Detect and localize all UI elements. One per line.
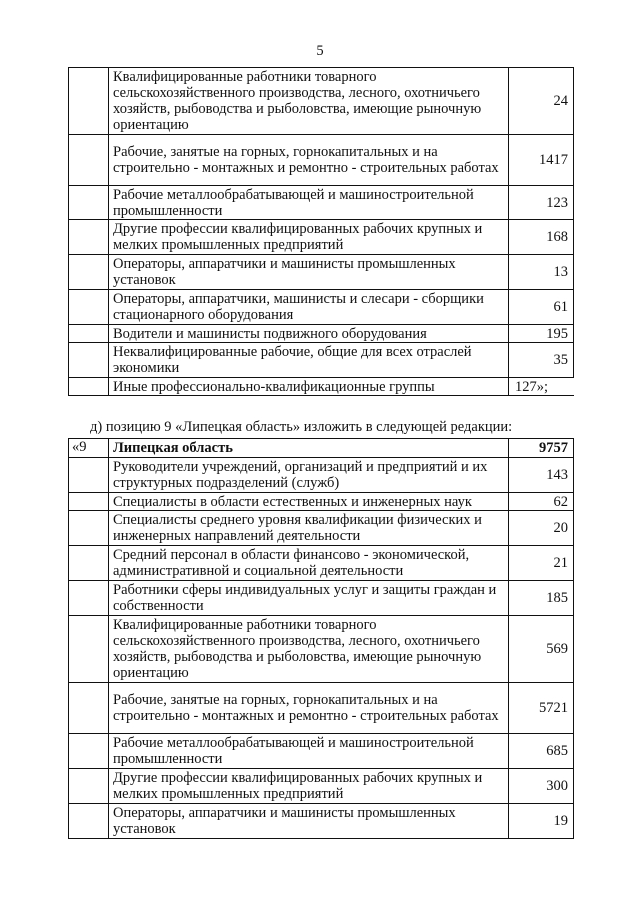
table-row: [69, 290, 574, 325]
row-label: Специалисты среднего уровня квалификации физических и инженерных направлений деятельности: [109, 511, 509, 546]
row-value: 61: [509, 290, 574, 325]
row-number-cell: [69, 135, 109, 186]
table-row: [69, 186, 574, 220]
row-number-cell: [69, 581, 109, 616]
row-number-cell: [69, 769, 109, 804]
row-value: 62: [509, 493, 574, 511]
row-value: 13: [509, 255, 574, 290]
row-number-cell: [69, 186, 109, 220]
row-label: Руководители учреждений, организаций и предприятий и их структурных подразделений (служб): [109, 458, 509, 493]
table-row: [69, 581, 574, 616]
row-value: 143: [509, 458, 574, 493]
row-label: Работники сферы индивидуальных услуг и защиты граждан и собственности: [109, 581, 509, 616]
table-row: [69, 546, 574, 581]
table-row: [69, 343, 574, 378]
table-row: [69, 255, 574, 290]
row-label: Операторы, аппаратчики, машинисты и слесари - сборщики стационарного оборудования: [109, 290, 509, 325]
table-lipetsk-region: [68, 438, 574, 839]
row-value: 20: [509, 511, 574, 546]
row-number-cell: [69, 511, 109, 546]
table-row: [69, 734, 574, 769]
row-value: 123: [509, 186, 574, 220]
page-number: 5: [316, 43, 324, 59]
row-label: Рабочие, занятые на горных, горнокапитальных и на строительно - монтажных и ремонтно - строительных работах: [109, 683, 509, 734]
amendment-instruction: д) позицию 9 «Липецкая область» изложить в следующей редакции:: [90, 419, 513, 435]
table-row: [69, 493, 574, 511]
table-row: [69, 511, 574, 546]
row-value: 21: [509, 546, 574, 581]
row-number-cell: [69, 616, 109, 683]
row-value: 24: [509, 68, 574, 135]
row-value: 569: [509, 616, 574, 683]
row-value: 19: [509, 804, 574, 839]
row-number-cell: [69, 546, 109, 581]
position-number: «9: [69, 439, 109, 458]
row-number-cell: [69, 493, 109, 511]
row-label: Рабочие металлообрабатывающей и машиностроительной промышленности: [109, 734, 509, 769]
table-row: [69, 804, 574, 839]
row-number-cell: [69, 343, 109, 378]
region-name: Липецкая область: [109, 439, 509, 458]
row-value: 1417: [509, 135, 574, 186]
row-value: 35: [509, 343, 574, 378]
row-label: Иные профессионально-квалификационные группы: [109, 378, 509, 396]
row-label: Неквалифицированные рабочие, общие для всех отраслей экономики: [109, 343, 509, 378]
row-value: 300: [509, 769, 574, 804]
row-value: 185: [509, 581, 574, 616]
table-row: [69, 616, 574, 683]
row-number-cell: [69, 378, 109, 396]
row-value: 127»;: [509, 378, 574, 396]
row-number-cell: [69, 220, 109, 255]
row-label: Квалифицированные работники товарного сельскохозяйственного производства, лесного, охотничьего хозяйств, рыбоводства и рыболовства, имеющие рыночную ориентацию: [109, 68, 509, 135]
table-row: [69, 325, 574, 343]
table-row: [69, 683, 574, 734]
row-label: Другие профессии квалифицированных рабочих крупных и мелких промышленных предприятий: [109, 769, 509, 804]
row-number-cell: [69, 734, 109, 769]
row-number-cell: [69, 458, 109, 493]
table-row: [69, 769, 574, 804]
row-label: Операторы, аппаратчики и машинисты промышленных установок: [109, 255, 509, 290]
row-label: Операторы, аппаратчики и машинисты промышленных установок: [109, 804, 509, 839]
row-label: Водители и машинисты подвижного оборудования: [109, 325, 509, 343]
row-value: 5721: [509, 683, 574, 734]
region-total: 9757: [509, 439, 574, 458]
row-label: Рабочие металлообрабатывающей и машиностроительной промышленности: [109, 186, 509, 220]
row-value: 195: [509, 325, 574, 343]
row-number-cell: [69, 255, 109, 290]
table-header-row: [69, 439, 574, 458]
table-continuation: [68, 67, 574, 396]
row-number-cell: [69, 325, 109, 343]
row-label: Специалисты в области естественных и инженерных наук: [109, 493, 509, 511]
row-label: Другие профессии квалифицированных рабочих крупных и мелких промышленных предприятий: [109, 220, 509, 255]
table-row: [69, 220, 574, 255]
table-row: [69, 458, 574, 493]
row-value: 168: [509, 220, 574, 255]
row-number-cell: [69, 804, 109, 839]
table-row: [69, 68, 574, 135]
row-number-cell: [69, 683, 109, 734]
row-label: Рабочие, занятые на горных, горнокапитальных и на строительно - монтажных и ремонтно - строительных работах: [109, 135, 509, 186]
row-label: Квалифицированные работники товарного сельскохозяйственного производства, лесного, охотничьего хозяйств, рыбоводства и рыболовства, имеющие рыночную ориентацию: [109, 616, 509, 683]
row-number-cell: [69, 68, 109, 135]
table-row: [69, 378, 574, 396]
table-row: [69, 135, 574, 186]
row-value: 685: [509, 734, 574, 769]
row-label: Средний персонал в области финансово - экономической, административной и социальной деятельности: [109, 546, 509, 581]
row-number-cell: [69, 290, 109, 325]
